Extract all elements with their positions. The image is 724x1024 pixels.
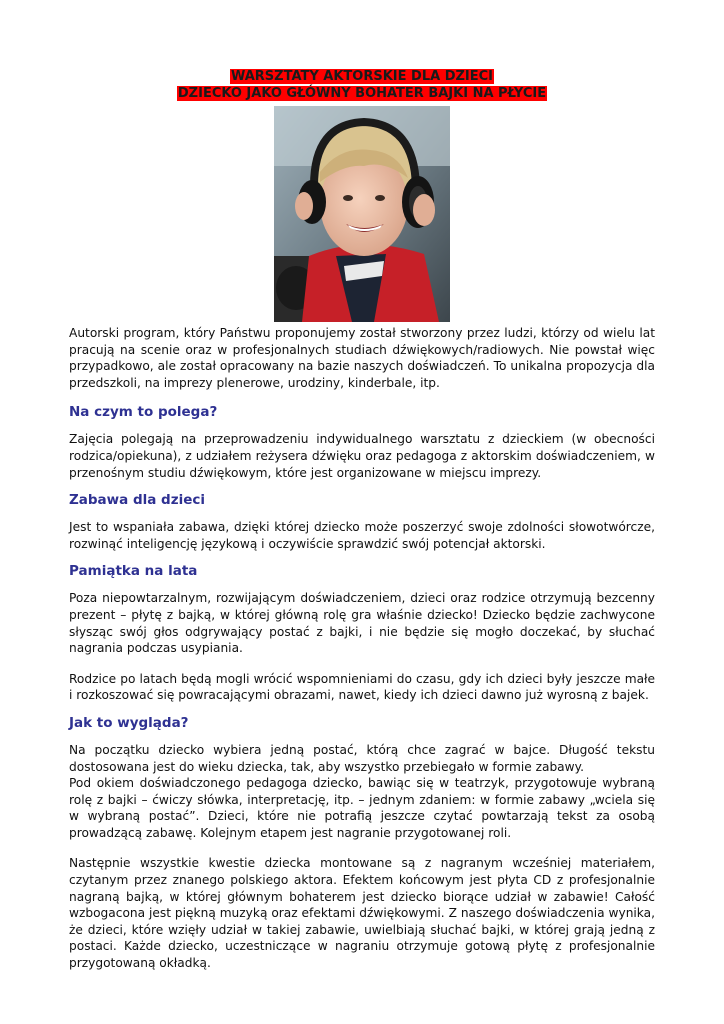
title-line-1: WARSZTATY AKTORSKIE DLA DZIECI [230,69,494,84]
paragraph-jak-to-wyglada-1: Na początku dziecko wybiera jedną postać, którą chce zagrać w bajce. Długość tekstu dostosowana jest do wieku dziecka, tak, aby wszystko przebiegało w formie zabawy. [69,742,655,774]
paragraph-jak-to-wyglada-3: Następnie wszystkie kwestie dziecka montowane są z nagranym wcześniej materiałem, czytanym przez znanego polskiego aktora. Efektem końcowym jest płyta CD z profesjonalnie nagraną bajką, w której głównym bohaterem jest dziecko biorące udział w zabawie! Całość wzbogacona jest piękną muzyką oraz efektami dźwiękowymi. Z naszego doświadczenia wynika, że dzieci, które wzięły udział w takiej zabawie, uwielbiają słuchać bajki, w której grają jedną z postaci. Każde dziecko, uczestniczące w nagraniu otrzymuje gotową płytę z profesjonalnie przygotowaną okładką. [69,856,655,971]
intro-paragraph: Autorski program, który Państwu proponujemy został stworzony przez ludzi, którzy od wielu lat pracują na scenie oraz w profesjonalnych studiach dźwiękowych/radiowych. Nie powstał więc przypadkowo, ale został opracowany na bazie naszych doświadczeń. To unikalna propozycja dla przedszkoli, na imprezy plenerowe, urodziny, kinderbale, itp. [69,326,655,390]
paragraph-zabawa-dla-dzieci: Jest to wspaniała zabawa, dzięki której dziecko może poszerzyć swoje zdolności słowotwórcze, rozwinąć inteligencję językową i oczywiście sprawdzić swój potencjał aktorski. [69,520,655,551]
document-title [69,68,655,102]
heading-pamiatka-na-lata: Pamiątka na lata [69,563,198,580]
heading-na-czym-to-polega: Na czym to polega? [69,404,218,421]
document-page [69,68,655,972]
title-line-2: DZIECKO JAKO GŁÓWNY BOHATER BAJKI NA PŁYCIE [177,86,547,101]
paragraph-na-czym-to-polega: Zajęcia polegają na przeprowadzeniu indywidualnego warsztatu z dzieckiem (w obecności rodzica/opiekuna), z udziałem reżysera dźwięku oraz pedagoga z aktorskim doświadczeniem, w przenośnym studiu dźwiękowym, które jest organizowane w miejscu imprezy. [69,432,655,480]
paragraph-jak-to-wyglada-2: Pod okiem doświadczonego pedagoga dziecko, bawiąc się w teatrzyk, przygotowuje wybraną rolę z bajki – ćwiczy słówka, interpretację, itp. – jednym zdaniem: w formie zabawy „wciela się w wybraną postać”. Dzieci, które nie potrafią jeszcze czytać powtarzają tekst za osobą prowadzącą zabawę. Kolejnym etapem jest nagranie przygotowanej roli. [69,776,655,840]
paragraph-pamiatka-2: Rodzice po latach będą mogli wrócić wspomnieniami do czasu, gdy ich dzieci były jeszcze małe i rozkoszować się powracającymi obrazami, nawet, kiedy ich dzieci dawno już wyrosną z bajek. [69,671,655,703]
heading-jak-to-wyglada: Jak to wygląda? [69,714,189,731]
heading-zabawa-dla-dzieci: Zabawa dla dzieci [69,492,205,509]
paragraph-pamiatka-1: Poza niepowtarzalnym, rozwijającym doświadczeniem, dzieci oraz rodzice otrzymują bezcenny prezent – płytę z bajką, w której główną rolę gra właśnie dziecko! Dziecko będzie zachwycone słysząc swój głos odgrywający postać z bajki, i nie będzie się mogło doczekać, by słuchać nagrania podczas usypiania. [69,591,655,656]
child-with-headphones-photo [274,106,450,322]
